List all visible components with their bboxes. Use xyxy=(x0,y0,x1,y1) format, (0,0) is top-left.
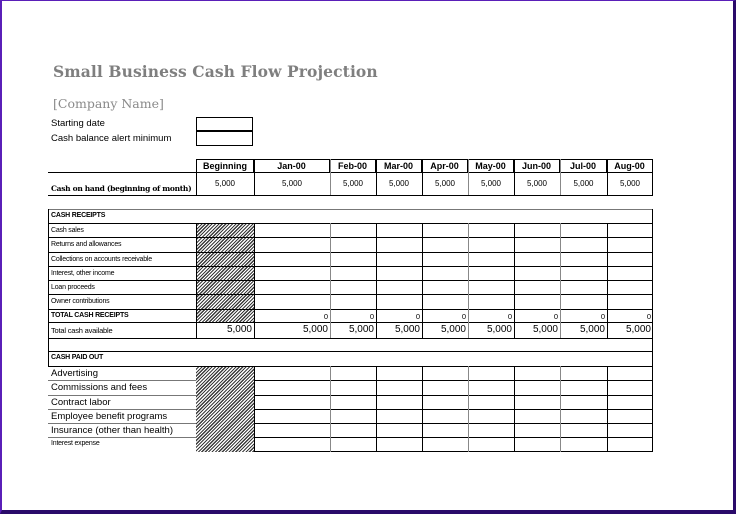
total-cash-available-value: 5,000 xyxy=(486,324,512,335)
col-header-mar: Mar-00 xyxy=(376,159,422,173)
col-header-beginning: Beginning xyxy=(196,159,254,173)
receipt-row-label: Interest, other income xyxy=(51,270,115,277)
paid-out-row-label: Contract labor xyxy=(51,397,111,408)
cash-alert-label: Cash balance alert minimum xyxy=(51,133,172,144)
cash-on-hand-value: 5,000 xyxy=(434,179,456,188)
total-cash-available-value: 5,000 xyxy=(226,324,252,335)
cash-receipts-heading: CASH RECEIPTS xyxy=(51,212,106,219)
receipt-row-label: Loan proceeds xyxy=(51,284,95,291)
total-receipts-value: 0 xyxy=(415,312,420,321)
paid-out-row-label: Advertising xyxy=(51,368,98,379)
total-cash-available-value: 5,000 xyxy=(394,324,420,335)
col-header-jan: Jan-00 xyxy=(254,159,330,173)
total-cash-available-label: Total cash available xyxy=(51,326,113,335)
starting-date-input[interactable] xyxy=(196,117,253,131)
cash-on-hand-value: 5,000 xyxy=(214,179,236,188)
receipt-row-label: Collections on accounts receivable xyxy=(51,256,152,263)
cash-on-hand-value: 5,000 xyxy=(281,179,303,188)
total-receipts-value: 0 xyxy=(461,312,466,321)
receipt-row-label: Returns and allowances xyxy=(51,241,122,248)
paid-out-row-label: Commissions and fees xyxy=(51,382,148,393)
col-header-may: May-00 xyxy=(468,159,514,173)
total-receipts-value: 0 xyxy=(369,312,374,321)
cash-on-hand-value: 5,000 xyxy=(573,179,594,188)
receipt-row-label: Cash sales xyxy=(51,227,84,234)
col-header-jun: Jun-00 xyxy=(514,159,560,173)
starting-date-label: Starting date xyxy=(51,118,105,129)
hatched-beginning-column xyxy=(196,224,254,322)
cash-on-hand-value: 5,000 xyxy=(388,179,410,188)
total-receipts-value: 0 xyxy=(507,312,512,321)
paid-out-row-label: Insurance (other than health) xyxy=(51,425,173,436)
total-cash-available-value: 5,000 xyxy=(348,324,374,335)
receipt-row-label: Owner contributions xyxy=(51,298,110,305)
total-receipts-value: 0 xyxy=(600,312,605,321)
col-header-jul: Jul-00 xyxy=(560,159,607,173)
cash-on-hand-label: Cash on hand (beginning of month) xyxy=(51,184,192,193)
total-cash-available-value: 5,000 xyxy=(440,324,466,335)
col-header-feb: Feb-00 xyxy=(330,159,376,173)
hatched-beginning-column xyxy=(196,367,254,452)
col-header-apr: Apr-00 xyxy=(422,159,468,173)
total-cash-receipts-label: TOTAL CASH RECEIPTS xyxy=(51,312,129,319)
cash-alert-input[interactable] xyxy=(196,131,253,146)
total-cash-available-value: 5,000 xyxy=(625,324,651,335)
paid-out-row-label: Employee benefit programs xyxy=(51,411,168,422)
company-name-field[interactable]: [Company Name] xyxy=(53,96,164,111)
col-header-aug: Aug-00 xyxy=(607,159,653,173)
total-cash-available-value: 5,000 xyxy=(579,324,605,335)
cash-on-hand-value: 5,000 xyxy=(526,179,548,188)
cash-paid-out-heading: CASH PAID OUT xyxy=(51,354,104,361)
page-title: Small Business Cash Flow Projection xyxy=(53,62,378,81)
paid-out-row-label: Interest expense xyxy=(51,440,100,447)
cash-on-hand-value: 5,000 xyxy=(342,179,364,188)
cash-on-hand-value: 5,000 xyxy=(619,179,641,188)
total-receipts-value: 0 xyxy=(323,312,328,321)
total-receipts-value: 0 xyxy=(553,312,558,321)
total-cash-available-value: 5,000 xyxy=(532,324,558,335)
cash-on-hand-value: 5,000 xyxy=(480,179,502,188)
total-receipts-value: 0 xyxy=(646,312,651,321)
total-cash-available-value: 5,000 xyxy=(302,324,328,335)
